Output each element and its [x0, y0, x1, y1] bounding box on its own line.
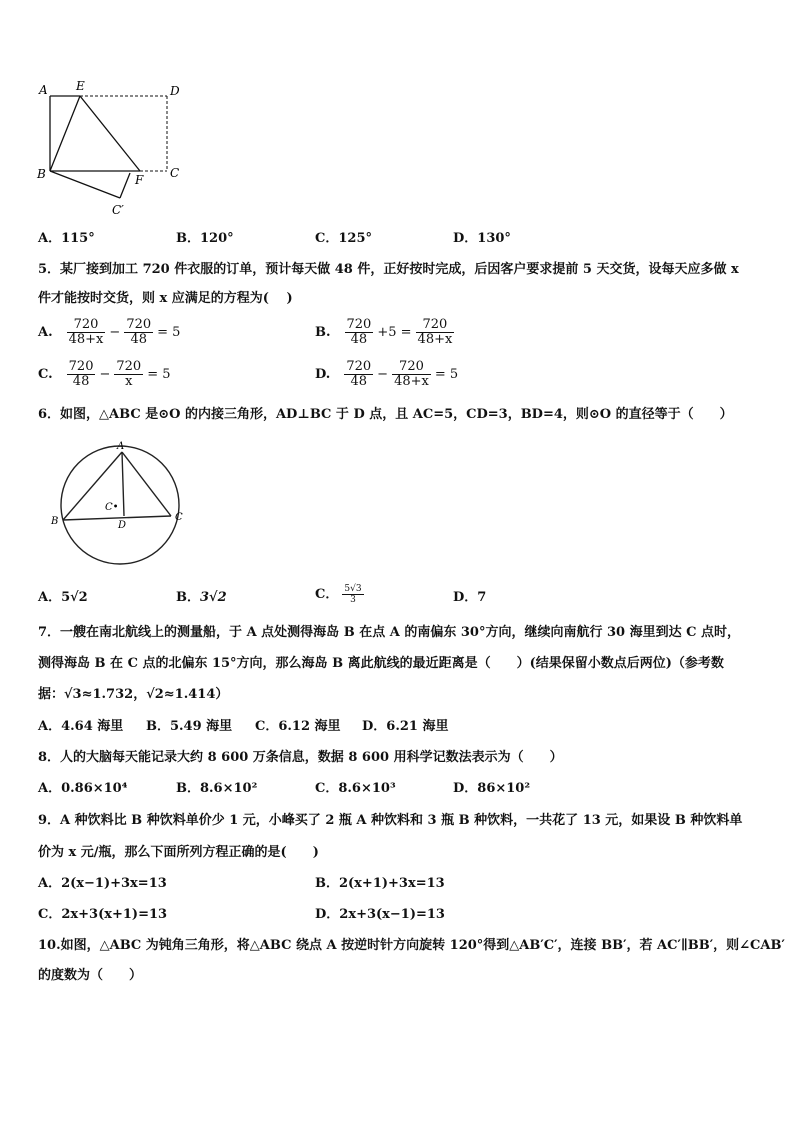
option-text: 130° [477, 231, 511, 246]
option-letter: B． [176, 590, 200, 605]
q9-option-d[interactable]: D．2x+3(x−1)=13 [315, 907, 445, 922]
q5-option-d[interactable] [315, 360, 458, 389]
q9-option-a[interactable]: A．2(x−1)+3x=13 [38, 876, 167, 891]
option-letter: C． [315, 231, 339, 246]
option-letter: A. [38, 325, 53, 340]
numerator: 720 [346, 317, 372, 332]
q7-option-c[interactable]: C．6.12 海里 [255, 719, 341, 734]
q7-option-b[interactable]: B．5.49 海里 [146, 719, 233, 734]
option-letter: B. [315, 325, 331, 340]
label-A: A [39, 83, 48, 97]
rhs: = 5 [434, 367, 459, 382]
q8-option-a[interactable]: A．0.86×10⁴ [38, 781, 128, 796]
option-letter: D． [453, 231, 478, 246]
denominator: 48+x [68, 332, 104, 347]
denominator: x [125, 374, 133, 389]
fraction [114, 360, 143, 389]
numerator: 5√3 [344, 584, 362, 594]
option-text: 115° [61, 231, 95, 246]
q7-stem-line1: 7．一艘在南北航线上的测量船，于 A 点处测得海岛 B 在点 A 的南偏东 30°方向，继续向南航行 30 海里到达 C 点时， [38, 625, 741, 640]
fraction [345, 318, 374, 347]
q7-option-d[interactable]: D．6.21 海里 [362, 719, 449, 734]
fraction [124, 318, 153, 347]
q6-option-b[interactable] [176, 590, 227, 606]
label-A: A [117, 441, 125, 452]
label-D: D [170, 84, 180, 98]
option-text: 5√2 [61, 590, 88, 605]
operator: − [377, 367, 389, 382]
q8-option-d[interactable]: D．86×10² [453, 781, 531, 796]
option-letter: C． [315, 586, 339, 602]
q4-option-d[interactable] [453, 231, 511, 247]
q5-stem-line1: 5．某厂接到加工 720 件衣服的订单，预计每天做 48 件，正好按时完成，后因客户要求提前 5 天交货，设每天应多做 x [38, 262, 739, 277]
denominator: 3 [350, 595, 356, 605]
label-O: C• [105, 502, 119, 513]
label-C: C [175, 512, 183, 523]
option-letter: B． [176, 231, 200, 246]
q5-option-a[interactable] [38, 318, 180, 347]
option-text: 120° [200, 231, 234, 246]
numerator: 720 [126, 317, 152, 332]
denominator: 48 [350, 332, 368, 347]
option-letter: D． [453, 590, 478, 605]
rhs: = 5 [157, 325, 181, 340]
denominator: 48 [130, 332, 147, 347]
rhs: = 5 [147, 367, 171, 382]
fraction [344, 360, 373, 389]
label-B: B [51, 516, 59, 527]
operator: − [99, 367, 111, 382]
q5-stem-line2: 件才能按时交货，则 x 应满足的方程为( ) [38, 291, 293, 306]
denominator: 48+x [417, 332, 453, 347]
q7-option-a[interactable]: A．4.64 海里 [38, 719, 124, 734]
q7-stem-line2: 测得海岛 B 在 C 点的北偏东 15°方向，那么海岛 B 离此航线的最近距离是（ ）(结果保留小数点后两位)（参考数 [38, 656, 724, 671]
fold-figure [30, 76, 190, 221]
q4-option-a[interactable] [38, 231, 95, 247]
label-C: C [170, 166, 180, 180]
option-letter: D. [315, 367, 331, 382]
label-B: B [37, 167, 46, 181]
fraction [67, 318, 106, 347]
numerator: 720 [346, 359, 372, 374]
label-F: F [135, 173, 144, 187]
fraction [416, 318, 455, 347]
q6-option-c[interactable] [315, 584, 364, 605]
operator: +5 = [377, 325, 412, 340]
q8-option-c[interactable]: C．8.6×10³ [315, 781, 396, 796]
denominator: 48+x [394, 374, 429, 389]
circle-figure [45, 438, 195, 568]
option-text: 3√2 [200, 590, 227, 605]
numerator: 720 [116, 359, 142, 374]
option-text: 7 [477, 590, 487, 605]
label-C-prime: C′ [112, 203, 124, 217]
q9-stem-line1: 9．A 种饮料比 B 种饮料单价少 1 元，小峰买了 2 瓶 A 种饮料和 3 瓶 B 种饮料，一共花了 13 元，如果设 B 种饮料单 [38, 813, 743, 828]
q6-option-a[interactable] [38, 590, 88, 606]
option-text: 125° [338, 231, 372, 246]
q6-stem: 6．如图，△ABC 是⊙O 的内接三角形，AD⊥BC 于 D 点，且 AC=5，CD=3，BD=4，则⊙O 的直径等于（ ） [38, 407, 733, 422]
q7-stem-line3: 据：√3≈1.732，√2≈1.414） [38, 687, 229, 702]
label-E: E [76, 79, 85, 93]
fraction [67, 360, 96, 389]
fraction [392, 360, 431, 389]
q9-stem-line2: 价为 x 元/瓶，那么下面所列方程正确的是( ) [38, 845, 319, 860]
q9-option-c[interactable]: C．2x+3(x+1)=13 [38, 907, 168, 922]
denominator: 48 [72, 374, 90, 389]
option-letter: A． [38, 590, 62, 605]
label-D: D [118, 520, 127, 531]
option-letter: C. [38, 367, 53, 382]
q6-option-d[interactable] [453, 590, 486, 606]
q4-option-c[interactable] [315, 231, 372, 247]
q10-stem-line2: 的度数为（ ） [38, 968, 143, 983]
numerator: 720 [416, 318, 455, 333]
q5-option-c[interactable] [38, 360, 171, 389]
option-letter: A． [38, 231, 62, 246]
numerator: 720 [392, 360, 431, 375]
fraction [342, 584, 363, 605]
denominator: 48 [350, 374, 368, 389]
q10-stem-line1: 10.如图，△ABC 为钝角三角形，将△ABC 绕点 A 按逆时针方向旋转 120°得到△AB′C′，连接 BB′，若 AC′∥BB′，则∠CAB′ [38, 938, 785, 953]
numerator: 720 [68, 359, 94, 374]
q8-option-b[interactable]: B．8.6×10² [176, 781, 258, 796]
q9-option-b[interactable]: B．2(x+1)+3x=13 [315, 876, 445, 891]
numerator: 720 [67, 318, 106, 333]
q8-stem: 8．人的大脑每天能记录大约 8 600 万条信息，数据 8 600 用科学记数法表示为（ ） [38, 750, 563, 765]
q4-option-b[interactable] [176, 231, 234, 247]
operator: − [109, 325, 121, 340]
q5-option-b[interactable] [315, 318, 454, 347]
